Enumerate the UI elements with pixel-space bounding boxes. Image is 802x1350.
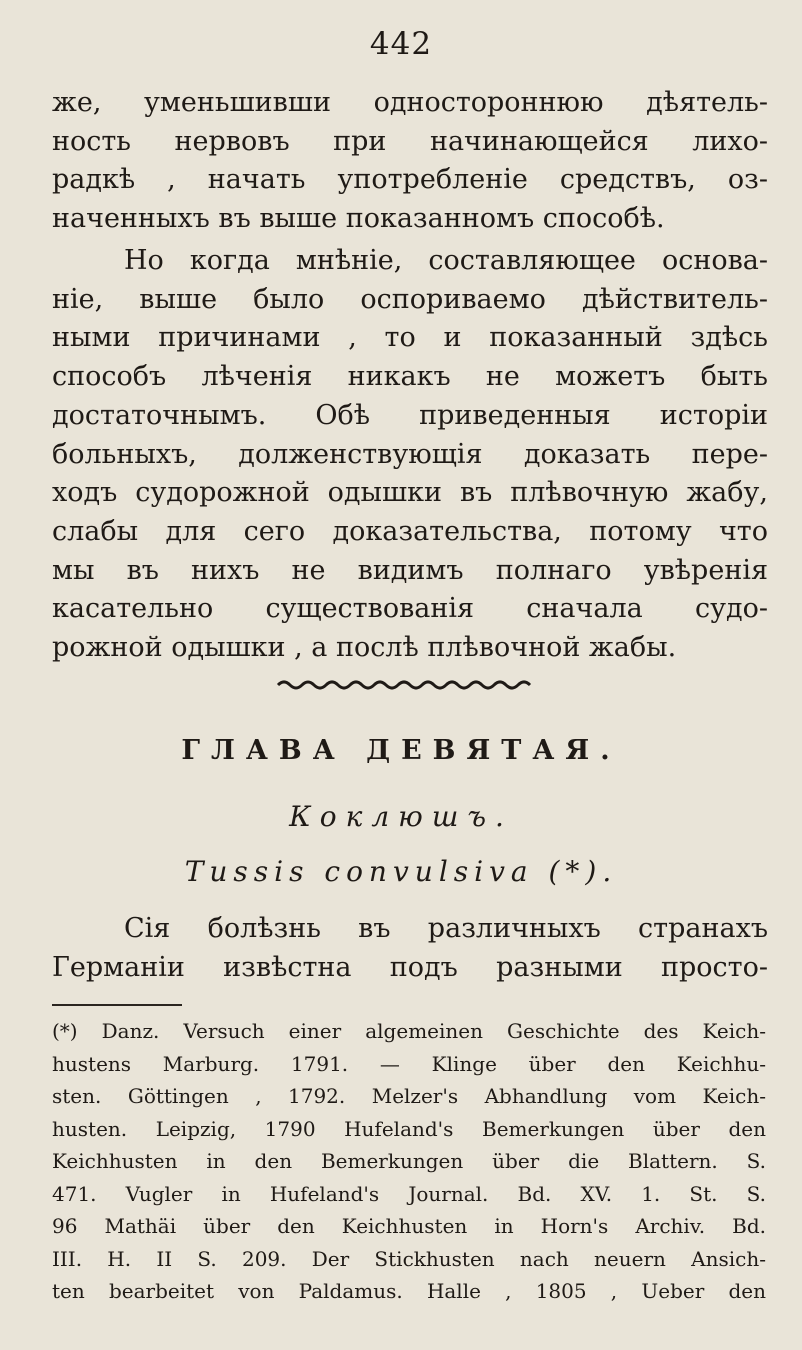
text-line: способъ лѣченія никакъ не можетъ быть xyxy=(52,361,768,393)
text-line: же, уменьшивши одностороннюю дѣятель- xyxy=(52,87,768,118)
text-line: больныхъ, долженствующія доказать пере- xyxy=(52,438,768,470)
footnote-line: III. H. II S. 209. Der Stickhusten nach neuern Ansich- xyxy=(52,1246,766,1271)
footnote-line: ten bearbeitet von Paldamus. Halle , 1805 , Ueber den xyxy=(52,1279,766,1303)
paragraph-continuation xyxy=(52,84,768,239)
chapter-title: ГЛАВА ДЕВЯТАЯ. xyxy=(181,735,621,766)
text-line: достаточнымъ. Обѣ приведенныя исторіи xyxy=(52,399,768,431)
text-line: слабы для сего доказательства, потому что xyxy=(52,515,768,547)
footnote-line: sten. Göttingen , 1792. Melzer's Abhandlung vom Keich- xyxy=(52,1084,766,1108)
footnote-divider xyxy=(52,1004,182,1006)
text-line: мы въ нихъ не видимъ полнаго увѣренія xyxy=(52,554,768,586)
text-line: ніе, выше было оспориваемо дѣйствитель- xyxy=(52,283,768,315)
footnote-line: (*) Danz. Versuch einer algemeinen Geschichte des Keich- xyxy=(52,1019,766,1043)
text-line: радкѣ , начать употребленіе средствъ, оз- xyxy=(52,164,768,196)
latin-title: Tussis convulsiva (*). xyxy=(184,855,618,888)
text-line: рожной одышки , а послѣ плѣвочной жабы. xyxy=(52,632,677,664)
text-line: Но когда мнѣніе, составляющее основа- xyxy=(124,245,768,276)
text-line: наченныхъ въ выше показанномъ способѣ. xyxy=(52,203,665,235)
text-line: Германіи извѣстна подъ разными просто- xyxy=(52,951,768,983)
footnote-line: 471. Vugler in Hufeland's Journal. Bd. XV. 1. St. S. xyxy=(52,1181,766,1206)
text-line: Сія болѣзнь въ различныхъ странахъ xyxy=(124,913,768,944)
paragraph-discussion xyxy=(52,242,768,668)
text-line: ходъ судорожной одышки въ плѣвочную жабу, xyxy=(52,477,768,509)
chapter-subtitle: Коклюшъ. xyxy=(289,800,513,833)
text-line: ными причинами , то и показанный здѣсь xyxy=(52,322,768,354)
footnote xyxy=(52,1015,766,1308)
page-number: 442 xyxy=(369,26,433,62)
footnote-line: husten. Leipzig, 1790 Hufeland's Bemerkungen über den xyxy=(52,1116,766,1141)
decorative-wavy-rule xyxy=(276,678,532,692)
footnote-line: Keichhusten in den Bemerkungen über die Blattern. S. xyxy=(52,1149,766,1173)
paragraph-chapter-start xyxy=(52,910,768,987)
footnote-line: 96 Mathäi über den Keichhusten in Horn's Archiv. Bd. xyxy=(52,1214,766,1238)
text-line: ность нервовъ при начинающейся лихо- xyxy=(52,125,768,157)
text-line: касательно существованія сначала судо- xyxy=(52,593,768,625)
footnote-line: hustens Marburg. 1791. — Klinge über den Keichhu- xyxy=(52,1051,766,1076)
